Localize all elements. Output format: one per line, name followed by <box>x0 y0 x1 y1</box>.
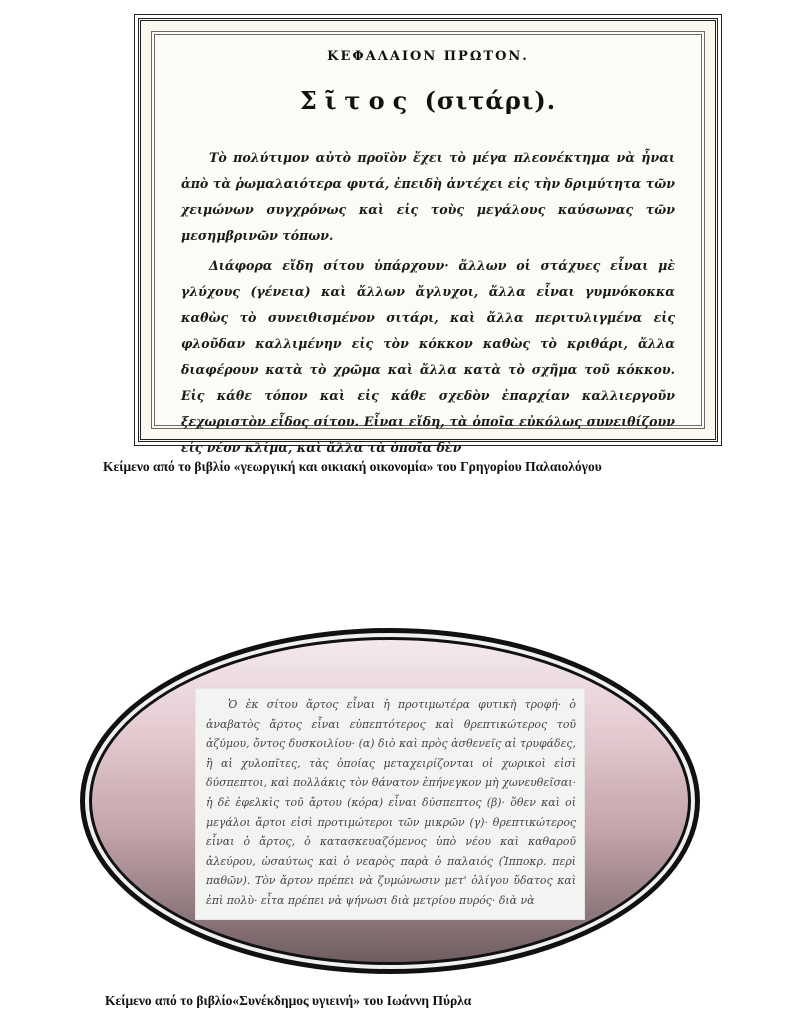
page-content <box>181 49 675 455</box>
section-title <box>181 86 675 115</box>
caption: Κείμενο από το βιβλίο «γεωργική και οικιακή οικονομία» του Γρηγορίου Παλαιολόγου <box>103 459 602 474</box>
paragraph: Ὁ ἐκ σίτου ἄρτος εἶναι ἡ προτιμωτέρα φυτικὴ τροφή· ὁ ἀναβατὸς ἄρτος εἶναι εὐπεπτότερος καὶ θρεπτικώτερος τοῦ ἀζύμου, ὄντος δυσκοιλίου· (α) διὸ καὶ πρὸς ἀσθενεῖς αἱ τρυφάδες, ἢ αἱ χυλοπῖτες, τὰς ὁποίας μεταχειρίζονται οἱ χωρικοὶ εἰσὶ δύσπεπτοι, καὶ πολλάκις τὸν θάνατον ἐπήνεγκον μὴ χωνευθεῖσαι· ἡ δὲ ἐφελκὶς τοῦ ἄρτου (κόρα) εἶναι δύσπεπτος (β)· ὅθεν καὶ οἱ μεγάλοι ἄρτοι εἰσὶ προτιμώτεροι τῶν μικρῶν (γ)· θρεπτικώτερος εἶναι ὁ ἄρτος, ὁ κατασκευαζόμενος ὑπὸ νέου καὶ καθαροῦ ἀλεύρου, ὡσαύτως καὶ ὁ νεαρὸς παρὰ ὁ παλαιός (Ἱπποκρ. περὶ παθῶν). Τὸν ἄρτον πρέπει νὰ ζυμώνωσιν μετ' ὀλίγου ὕδατος καὶ ἐπὶ πολὺ· εἶτα πρέπει νὰ ψήνωσι διὰ μετρίου πυρός· διὰ νὰ <box>206 698 576 907</box>
caption: Κείμενο από το βιβλίο«Συνέκδημος υγιεινή» του Ιωάννη Πύρλα <box>105 993 472 1008</box>
paragraph: Διάφορα εἴδη σίτου ὑπάρχουν· ἄλλων οἱ στάχυες εἶναι μὲ γλύχους (γένεια) καὶ ἄλλων ἄγλυχοι, ἄλλα εἶναι γυμνόκοκκα καθὼς τὸ συνειθισμένον σιτάρι, καὶ ἄλλα περιτυλιγμένα εἰς φλοῦδαν καλλιμένην εἰς τὸν κόκκον καθὼς τὸ κριθάρι, ἄλλα διαφέρουν κατὰ τὸ χρῶμα καὶ ἄλλα κατὰ τὸ σχῆμα τοῦ κόκκου. Εἰς κάθε τόπον καὶ εἰς κάθε σχεδὸν ἐπαρχίαν καλλιεργοῦν ξεχωριστὸν εἶδος σίτου. Εἶναι εἴδη, τὰ ὁποῖα εὐκόλως συνειθίζουν εἰς νέον κλίμα, καὶ ἄλλα τὰ ὁποῖα δὲν <box>181 258 675 455</box>
paragraph: Τὸ πολύτιμον αὐτὸ προϊὸν ἔχει τὸ μέγα πλεονέκτημα νὰ ἦναι ἀπὸ τὰ ῥωμαλαιότερα φυτά, ἐπειδὴ ἀντέχει εἰς τὴν δριμύτητα τῶν χειμώνων συγχρόνως καὶ εἰς τοὺς μεγάλους καύσωνας τῶν μεσημβρινῶν τόπων. <box>181 150 675 243</box>
chapter-heading: ΚΕΦΑΛΑΙΟΝ ΠΡΩΤΟΝ. <box>327 49 529 64</box>
scanned-excerpt <box>196 689 584 919</box>
section-title-paren: (σιτάρι). <box>424 86 557 115</box>
scanned-page-frame <box>138 18 718 455</box>
scanned-page <box>151 31 705 455</box>
section-title-word: Σῖτος <box>299 86 416 115</box>
